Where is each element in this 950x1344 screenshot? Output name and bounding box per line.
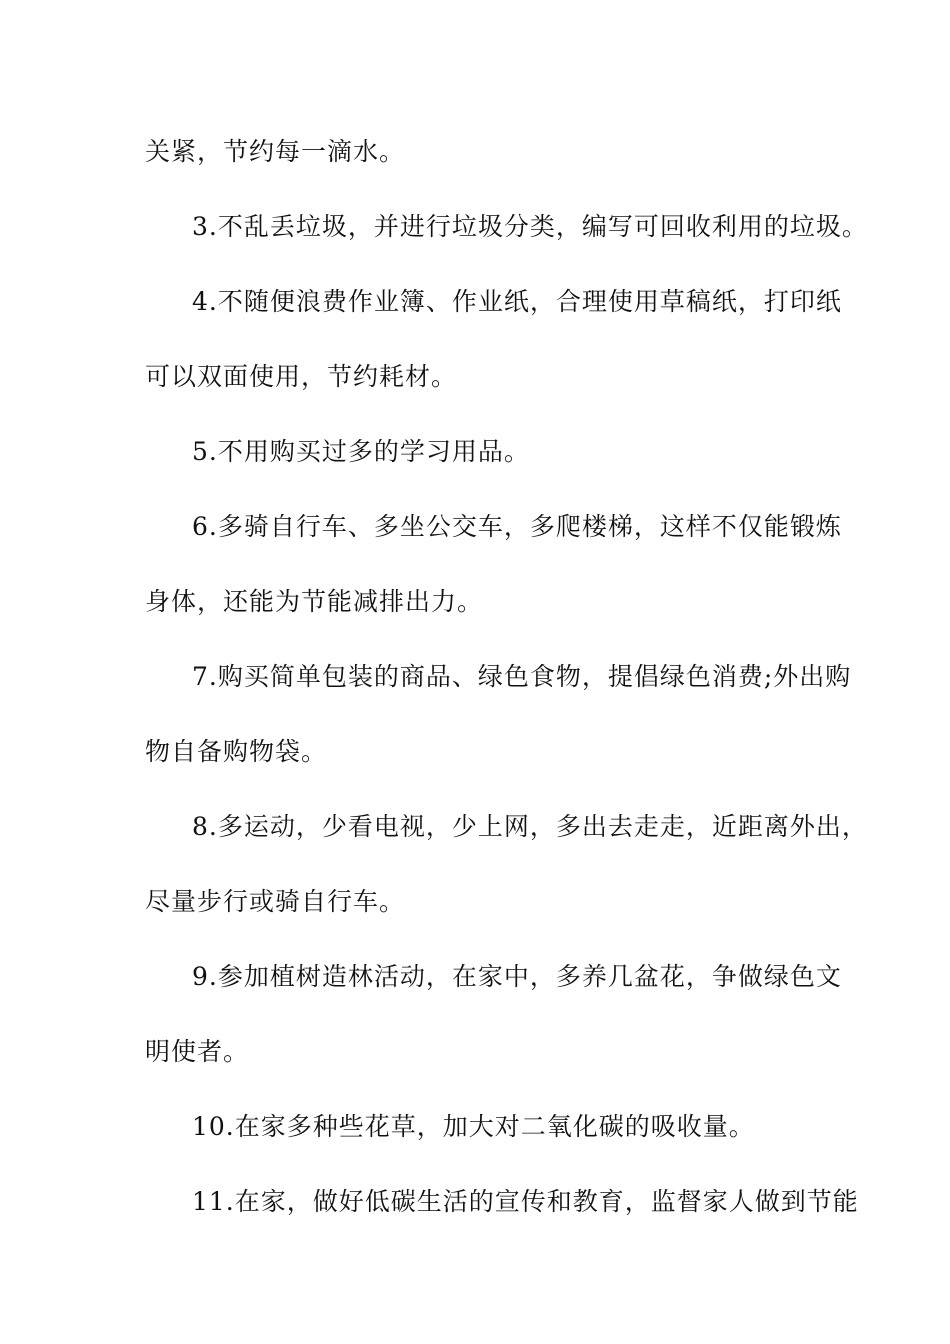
paragraph-line: 5.不用购买过多的学习用品。 (192, 437, 530, 466)
paragraph-line: 11.在家，做好低碳生活的宣传和教育，监督家人做到节能 (192, 1187, 859, 1216)
paragraph-line: 9.参加植树造林活动，在家中，多养几盆花，争做绿色文 (192, 962, 842, 991)
paragraph-line: 3.不乱丢垃圾，并进行垃圾分类，编写可回收利用的垃圾。 (192, 212, 868, 241)
paragraph-line: 4.不随便浪费作业簿、作业纸，合理使用草稿纸，打印纸 (192, 287, 842, 316)
paragraph-line: 物自备购物袋。 (145, 737, 328, 766)
paragraph-line: 可以双面使用，节约耗材。 (145, 362, 458, 391)
paragraph-line: 10.在家多种些花草，加大对二氧化碳的吸收量。 (192, 1112, 755, 1141)
paragraph-line: 6.多骑自行车、多坐公交车，多爬楼梯，这样不仅能锻炼 (192, 512, 842, 541)
paragraph-line: 尽量步行或骑自行车。 (145, 887, 406, 916)
paragraph-line: 身体，还能为节能减排出力。 (145, 587, 484, 616)
paragraph-line: 7.购买简单包装的商品、绿色食物，提倡绿色消费;外出购 (192, 662, 852, 691)
paragraph-line: 8.多运动，少看电视，少上网，多出去走走，近距离外出， (192, 812, 868, 841)
paragraph-line: 关紧，节约每一滴水。 (145, 137, 406, 166)
paragraph-line: 明使者。 (145, 1037, 250, 1066)
